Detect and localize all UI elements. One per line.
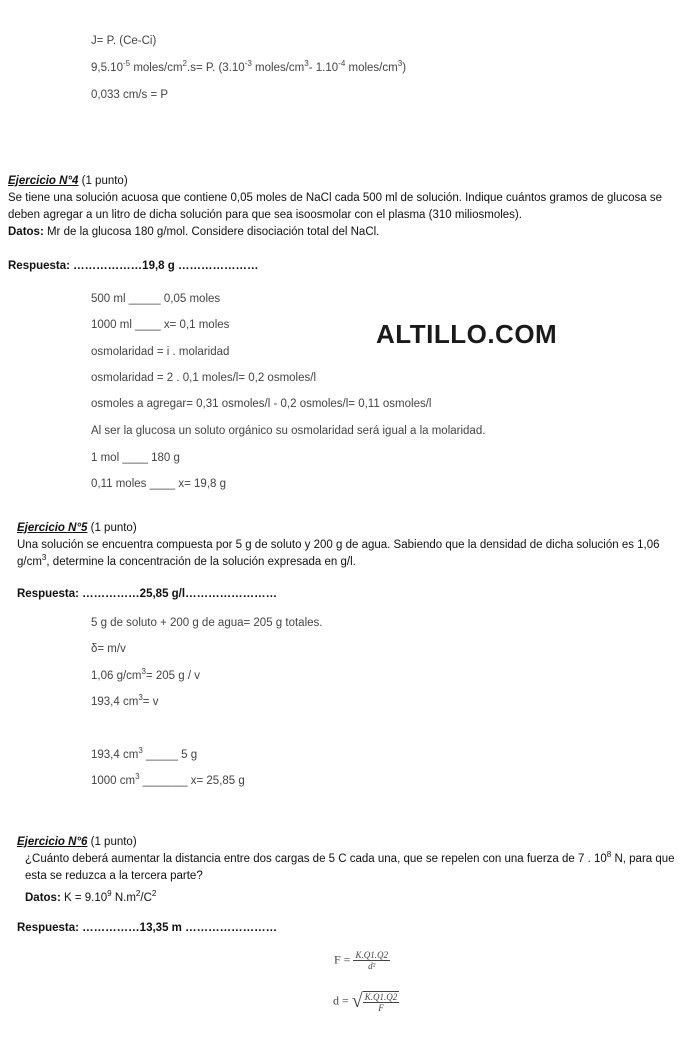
ex5-step: 193,4 $cm^3$ _____ 5 g [91, 746, 198, 761]
exercise-6-data: Datos: $K = 9.10^9$ $N.m^2/C^2$ [25, 889, 157, 904]
exercise-4-heading: Ejercicio N°4 (1 punto) [8, 175, 128, 187]
exercise-4-answer: Respuesta: ………………19,8 g ………………… [8, 260, 259, 272]
exercise-5-answer: Respuesta: ……………25,85 g/l…………………… [17, 588, 278, 600]
sqrt-icon: √ [351, 990, 363, 1012]
exercise-5-heading: Ejercicio N°5 (1 punto) [17, 522, 137, 534]
ex5-step: 5 g de soluto + 200 g de agua= 205 g totales. [91, 617, 323, 629]
watermark-logo: ALTILLO.COM [376, 319, 558, 349]
exercise-6-statement: ¿Cuánto deberá aumentar la distancia entre dos cargas de 5 C cada una, que se repelen con una fuerza de 7 . $10^8$ N, para que esta se reduzca a la tercera parte? [25, 850, 675, 882]
eq-flux-result: 0,033 cm/s = P [91, 89, 169, 101]
ex4-step: Al ser la glucosa un soluto orgánico su osmolaridad será igual a la molaridad. [91, 425, 486, 437]
exercise-6-title: Ejercicio N°6 [17, 836, 88, 848]
eq-flux-law: J= P. (Ce-Ci) [91, 35, 157, 47]
ex4-step: 500 ml _____ 0,05 moles [91, 293, 221, 305]
eq-flux-substitution: $9,5.10^{-5}$ moles/$cm^2.s= P$. ($3.10^{-3}$ moles/$cm^3-$ $1.10^{-4}$ moles/$cm^3$) [91, 59, 407, 74]
exercise-6-answer: Respuesta: ……………13,35 m …………………… [17, 922, 278, 934]
ex5-step: 1000 $cm^3$ _______ x= 25,85 g [91, 772, 245, 787]
exercise-4-data: Datos: Mr de la glucosa 180 g/mol. Considere disociación total del NaCl. [8, 226, 380, 238]
ex5-step: 1,06 $g/cm^3= 205$ g / v [91, 667, 201, 682]
ex4-step: osmoles a agregar= 0,31 osmoles/l - 0,2 osmoles/l= 0,11 osmoles/l [91, 398, 432, 410]
ex5-step: 193,4 $cm^3= v$ [91, 693, 159, 708]
exercise-6-heading: Ejercicio N°6 (1 punto) [17, 836, 137, 848]
exercise-4-statement: Se tiene una solución acuosa que contiene 0,05 moles de NaCl cada 500 ml de solución. Indique cuántos gramos de glucosa se deben agregar a un litro de dicha solución para que sea isoosmolar con el plasma (310 miliosmoles). [8, 192, 663, 221]
distance-formula: d = √ $\frac{K.Q1.Q2}{F}$ [333, 990, 398, 1013]
exercise-5-title: Ejercicio N°5 [17, 522, 88, 534]
exercise-4-title: Ejercicio N°4 [8, 175, 79, 187]
ex4-step: 0,11 moles ____ x= 19,8 g [91, 478, 227, 490]
ex4-step: osmolaridad = 2 . 0,1 moles/l= 0,2 osmoles/l [91, 372, 317, 384]
ex5-step: δ= m/v [91, 643, 126, 655]
ex4-step: 1000 ml ____ x= 0,1 moles [91, 319, 230, 331]
ex4-step: 1 mol ____ 180 g [91, 452, 180, 464]
ex4-step: osmolaridad = i . molaridad [91, 346, 230, 358]
exercise-5-statement: Una solución se encuentra compuesta por 5 g de soluto y 200 g de agua. Sabiendo que la densidad de dicha solución es 1,06 $g/cm^3$, determine la concentración de la solución expresada en g/l. [17, 539, 660, 568]
coulomb-formula: F = $\frac{K.Q1.Q2}{\text{d²}}$ [334, 950, 388, 971]
